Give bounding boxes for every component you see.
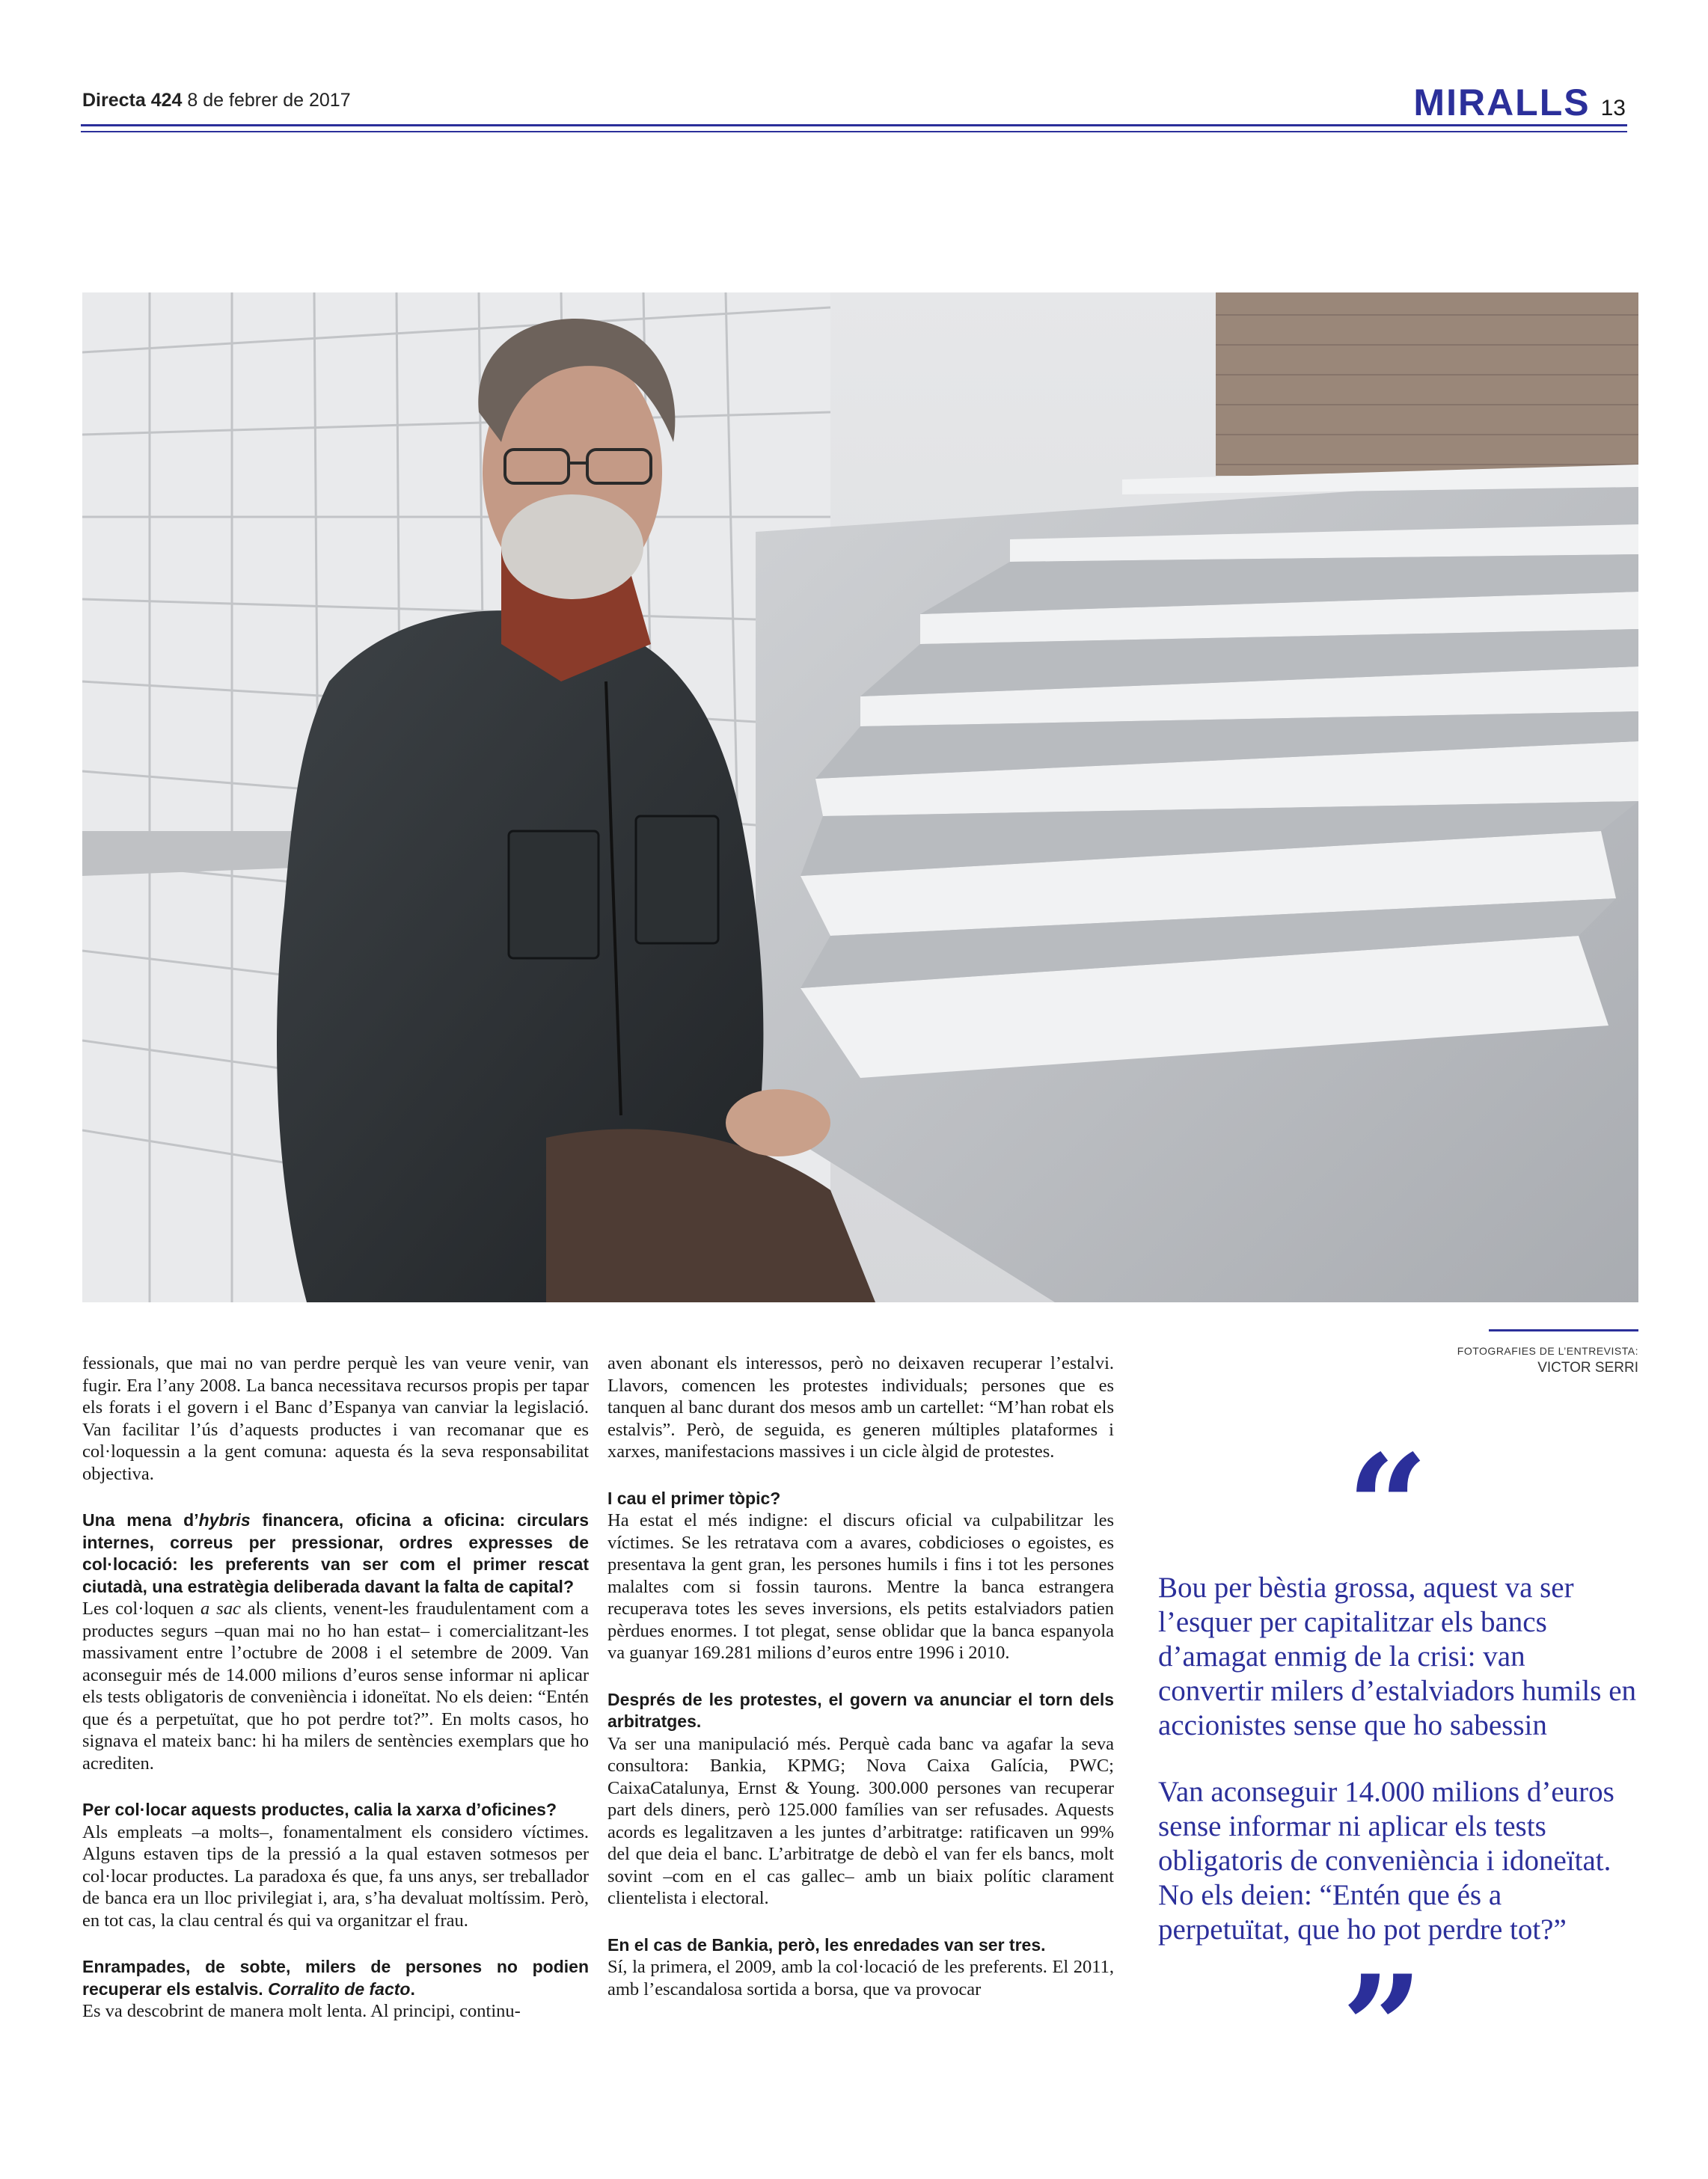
photo-credit-label: FOTOGRAFIES DE L’ENTREVISTA: xyxy=(1457,1345,1638,1357)
page-header-left xyxy=(82,90,351,111)
section-title: MIRALLS xyxy=(1413,82,1591,123)
interview-photo xyxy=(82,292,1638,1302)
page-header-right xyxy=(1413,81,1626,124)
body-paragraph: Les col·loquen a sac als clients, venent-les fraudulentament com a productes segurs –quan mai no ho han estat– i comercialitzant-les massivament entre l’octubre de 2008 i el setembre de 2009. Van aconseguir més de 14.000 milions d’euros sense informar ni aplicar els tests obligatoris de conveniència i idoneïtat. No els deien: “Entén que és a perpetuïtat, que ho pot perdre tot?”. En molts casos, ho signava el mateix banc: hi ha milers de sentències exemplars que ho acrediten. xyxy=(82,1599,589,1774)
publication-name: Directa 424 xyxy=(82,90,183,111)
interview-question: Després de les protestes, el govern va anunciar el torn dels arbitratges. xyxy=(607,1689,1114,1731)
article-column-2 xyxy=(607,1352,1114,2000)
header-rule-bottom xyxy=(81,131,1627,132)
interview-question: I cau el primer tòpic? xyxy=(607,1488,781,1508)
body-paragraph: Als empleats –a molts–, fonamentalment els considero víctimes. Alguns estaven tips de la pressió a la qual estaven sotmesos per col·locar productes. La paradoxa és que, fa uns anys, ser treballador de banca era un lloc privilegiat i, ara, s’ha devaluat moltíssim. Però, en tot cas, la clau central és qui va organitzar el frau. xyxy=(82,1821,589,1931)
pull-quote-2: Van aconseguir 14.000 milions d’euros sense informar ni aplicar els tests obligatoris de conveniència i idoneïtat. No els deien: “Entén que és a perpetuïtat, que ho pot perdre tot?” xyxy=(1158,1776,1614,1946)
body-paragraph: Sí, la primera, el 2009, amb la col·locació de les preferents. El 2011, amb l’escandalosa sortida a borsa, que va provocar xyxy=(607,1957,1114,1999)
interview-question: Per col·locar aquests productes, calia la xarxa d’oficines? xyxy=(82,1800,557,1819)
quote-open-mark: “ xyxy=(1347,1423,1429,1590)
interview-question: En el cas de Bankia, però, les enredades van ser tres. xyxy=(607,1934,1046,1955)
photo-credit-name: VICTOR SERRI xyxy=(1537,1360,1638,1376)
body-paragraph: Va ser una manipulació més. Perquè cada banc va agafar la seva consultora: Bankia, KPMG; Nova Caixa Galícia, PWC; CaixaCatalunya, Ernst & Young. 300.000 persones van recuperar part dels diners, però 125.000 famílies van ser refusades. Aquests acords es legalitzaven a les juntes d’arbitratge: ratificaven un 99% del que deia el banc. L’arbitratge de debò el van fer els bancs, molt sovint –com en el cas gallec– amb un biaix polític clarament clientelista i electoral. xyxy=(607,1733,1114,1908)
article-column-1 xyxy=(82,1352,589,2023)
quote-close-mark: ” xyxy=(1341,1944,1424,2111)
credit-rule xyxy=(1489,1329,1638,1331)
issue-date: 8 de febrer de 2017 xyxy=(187,90,351,111)
body-paragraph: Es va descobrint de manera molt lenta. Al principi, continu- xyxy=(82,2001,521,2021)
page-number: 13 xyxy=(1600,96,1626,120)
interview-question: Enrampades, de sobte, milers de persones no podien recuperar els estalvis. Corralito de facto. xyxy=(82,1957,589,1999)
pull-quote-1: Bou per bèstia grossa, aquest va ser l’esquer per capitalitzar els bancs d’amagat enmig de la crisi: van convertir milers d’estalviadors humils en accionistes sense que ho sabessin xyxy=(1158,1572,1637,1741)
body-paragraph: Ha estat el més indigne: el discurs oficial va culpabilitzar les víctimes. Se les retratava com a avares, cobdicioses o egoistes, es presentava la gent gran, les persones humils i fins i tot les persones malaltes com si fossin taurons. Mentre la banca estrangera recuperava totes les seves inversions, els petits estalviadors patien pèrdues enormes. I tot plegat, sense oblidar que la banca espanyola va guanyar 169.281 milions d’euros entre 1996 i 2010. xyxy=(607,1510,1114,1663)
interview-question: Una mena d’hybris financera, oficina a oficina: circulars internes, correus per pressionar, ordres expresses de col·locació: les preferents van ser com el primer rescat ciutadà, una estratègia deliberada davant la falta de capital? xyxy=(82,1510,589,1596)
body-paragraph: aven abonant els interessos, però no deixaven recuperar l’estalvi. Llavors, comencen les protestes individuals; persones que es tanquen al banc durant dos mesos amb un cartellet: “M’han robat els estalvis”. Però, de seguida, es generen múltiples plataformes i xarxes, manifestacions massives i un cicle àlgid de protestes. xyxy=(607,1353,1114,1462)
header-rule-top xyxy=(81,124,1627,126)
body-paragraph: fessionals, que mai no van perdre perquè les van veure venir, van fugir. Era l’any 2008. La banca necessitava recursos propis per tapar els forats i el govern i el Banc d’Espanya van canviar la legislació. Van facilitar l’ús d’aquests productes i van recomanar que es col·loquessin a la gent comuna: aquesta és la seva responsabilitat objectiva. xyxy=(82,1353,589,1484)
